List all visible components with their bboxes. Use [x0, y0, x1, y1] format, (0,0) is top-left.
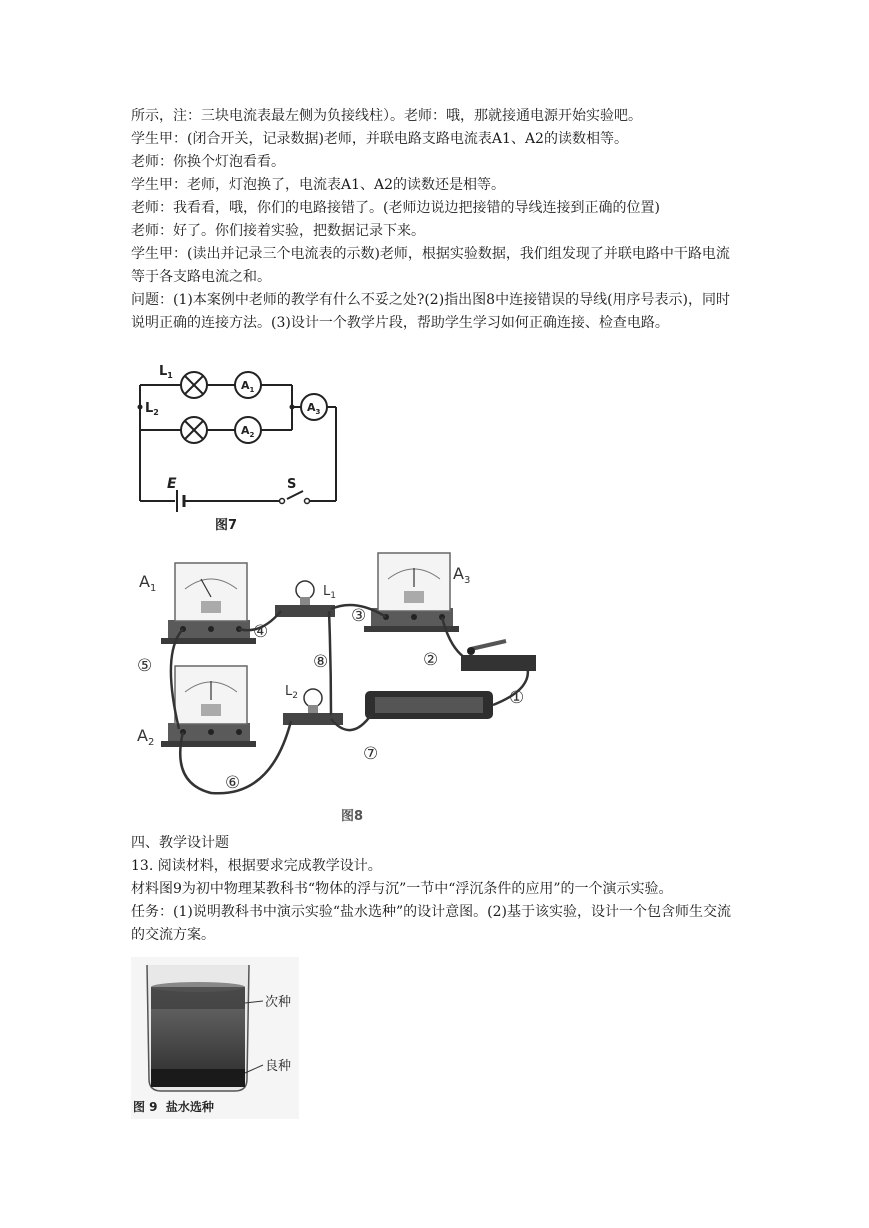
label-inferior-seeds: 次种 [265, 995, 292, 1010]
paragraph-teacher-2: 老师：我看看，哦，你们的电路接错了。(老师边说边把接错的导线连接到正确的位置) [131, 200, 660, 216]
floating-seeds [151, 987, 245, 1009]
label-s: S [287, 477, 297, 492]
wire-label-6: ⑥ [225, 773, 241, 793]
ammeter-a1 [161, 563, 256, 644]
section-heading: 四、教学设计题 [131, 835, 229, 851]
label-good-seeds: 良种 [265, 1059, 292, 1074]
wire-label-3: ③ [351, 606, 367, 626]
label-a3: $A_3$ [453, 564, 471, 586]
paragraph-student-2: 学生甲：老师，灯泡换了，电流表A1、A2的读数还是相等。 [131, 177, 506, 193]
label-e: E [167, 476, 177, 492]
label-a1: $A_1$ [139, 572, 157, 594]
sunken-seeds [151, 1069, 245, 1087]
figure-7-circuit-diagram [131, 361, 343, 537]
figure-8-wiring-photo [131, 543, 539, 828]
label-l2: $L_2$ [285, 684, 298, 701]
figure-8-caption: 图8 [341, 809, 364, 824]
wire-label-7: ⑦ [363, 744, 379, 764]
paragraph-student-3: 学生甲：(读出并记录三个电流表的示数)老师，根据实验数据，我们组发现了并联电路中干路电流等于各支路电流之和。 [131, 246, 730, 285]
battery-box [365, 691, 493, 719]
label-a3: $A_3$ [307, 401, 321, 416]
figure-9-salt-water-seed-selection [131, 957, 299, 1119]
question-13: 13. 阅读材料，根据要求完成教学设计。 [131, 858, 382, 874]
wire-label-8: ⑧ [313, 652, 329, 672]
label-l1: $L_1$ [159, 364, 173, 380]
wire-label-1: ① [509, 688, 525, 708]
wire-label-5: ⑤ [137, 656, 153, 676]
label-l2: $L_2$ [145, 401, 159, 417]
label-l1: $L_1$ [323, 584, 336, 601]
paragraph-task: 任务：(1)说明教科书中演示实验“盐水选种”的设计意图。(2)基于该实验，设计一个包含师生交流的交流方案。 [131, 904, 731, 943]
figure-9-caption: 图 9 盐水选种 [133, 1100, 214, 1114]
label-a2: $A_2$ [137, 726, 155, 748]
label-a1: $A_1$ [241, 379, 255, 394]
paragraph-intro: 所示，注：三块电流表最左侧为负接线柱）。老师：哦，那就接通电源开始实验吧。 [131, 108, 642, 124]
wire-label-2: ② [423, 650, 439, 670]
figure-7-caption: 图7 [215, 518, 238, 533]
paragraph-teacher-1: 老师：你换个灯泡看看。 [131, 154, 285, 170]
label-a2: $A_2$ [241, 424, 255, 439]
wire-label-4: ④ [253, 622, 269, 642]
paragraph-material: 材料图9为初中物理某教科书“物体的浮与沉”一节中“浮沉条件的应用”的一个演示实验。 [131, 881, 673, 897]
paragraph-questions: 问题：(1)本案例中老师的教学有什么不妥之处?(2)指出图8中连接错误的导线(用序号表示)，同时说明正确的连接方法。(3)设计一个教学片段，帮助学生学习如何正确连接、检查电路。 [131, 292, 730, 331]
paragraph-teacher-3: 老师：好了。你们接着实验，把数据记录下来。 [131, 223, 425, 239]
ammeter-a3 [364, 553, 459, 632]
paragraph-student-1: 学生甲：(闭合开关，记录数据)老师，并联电路支路电流表A1、A2的读数相等。 [131, 131, 628, 147]
